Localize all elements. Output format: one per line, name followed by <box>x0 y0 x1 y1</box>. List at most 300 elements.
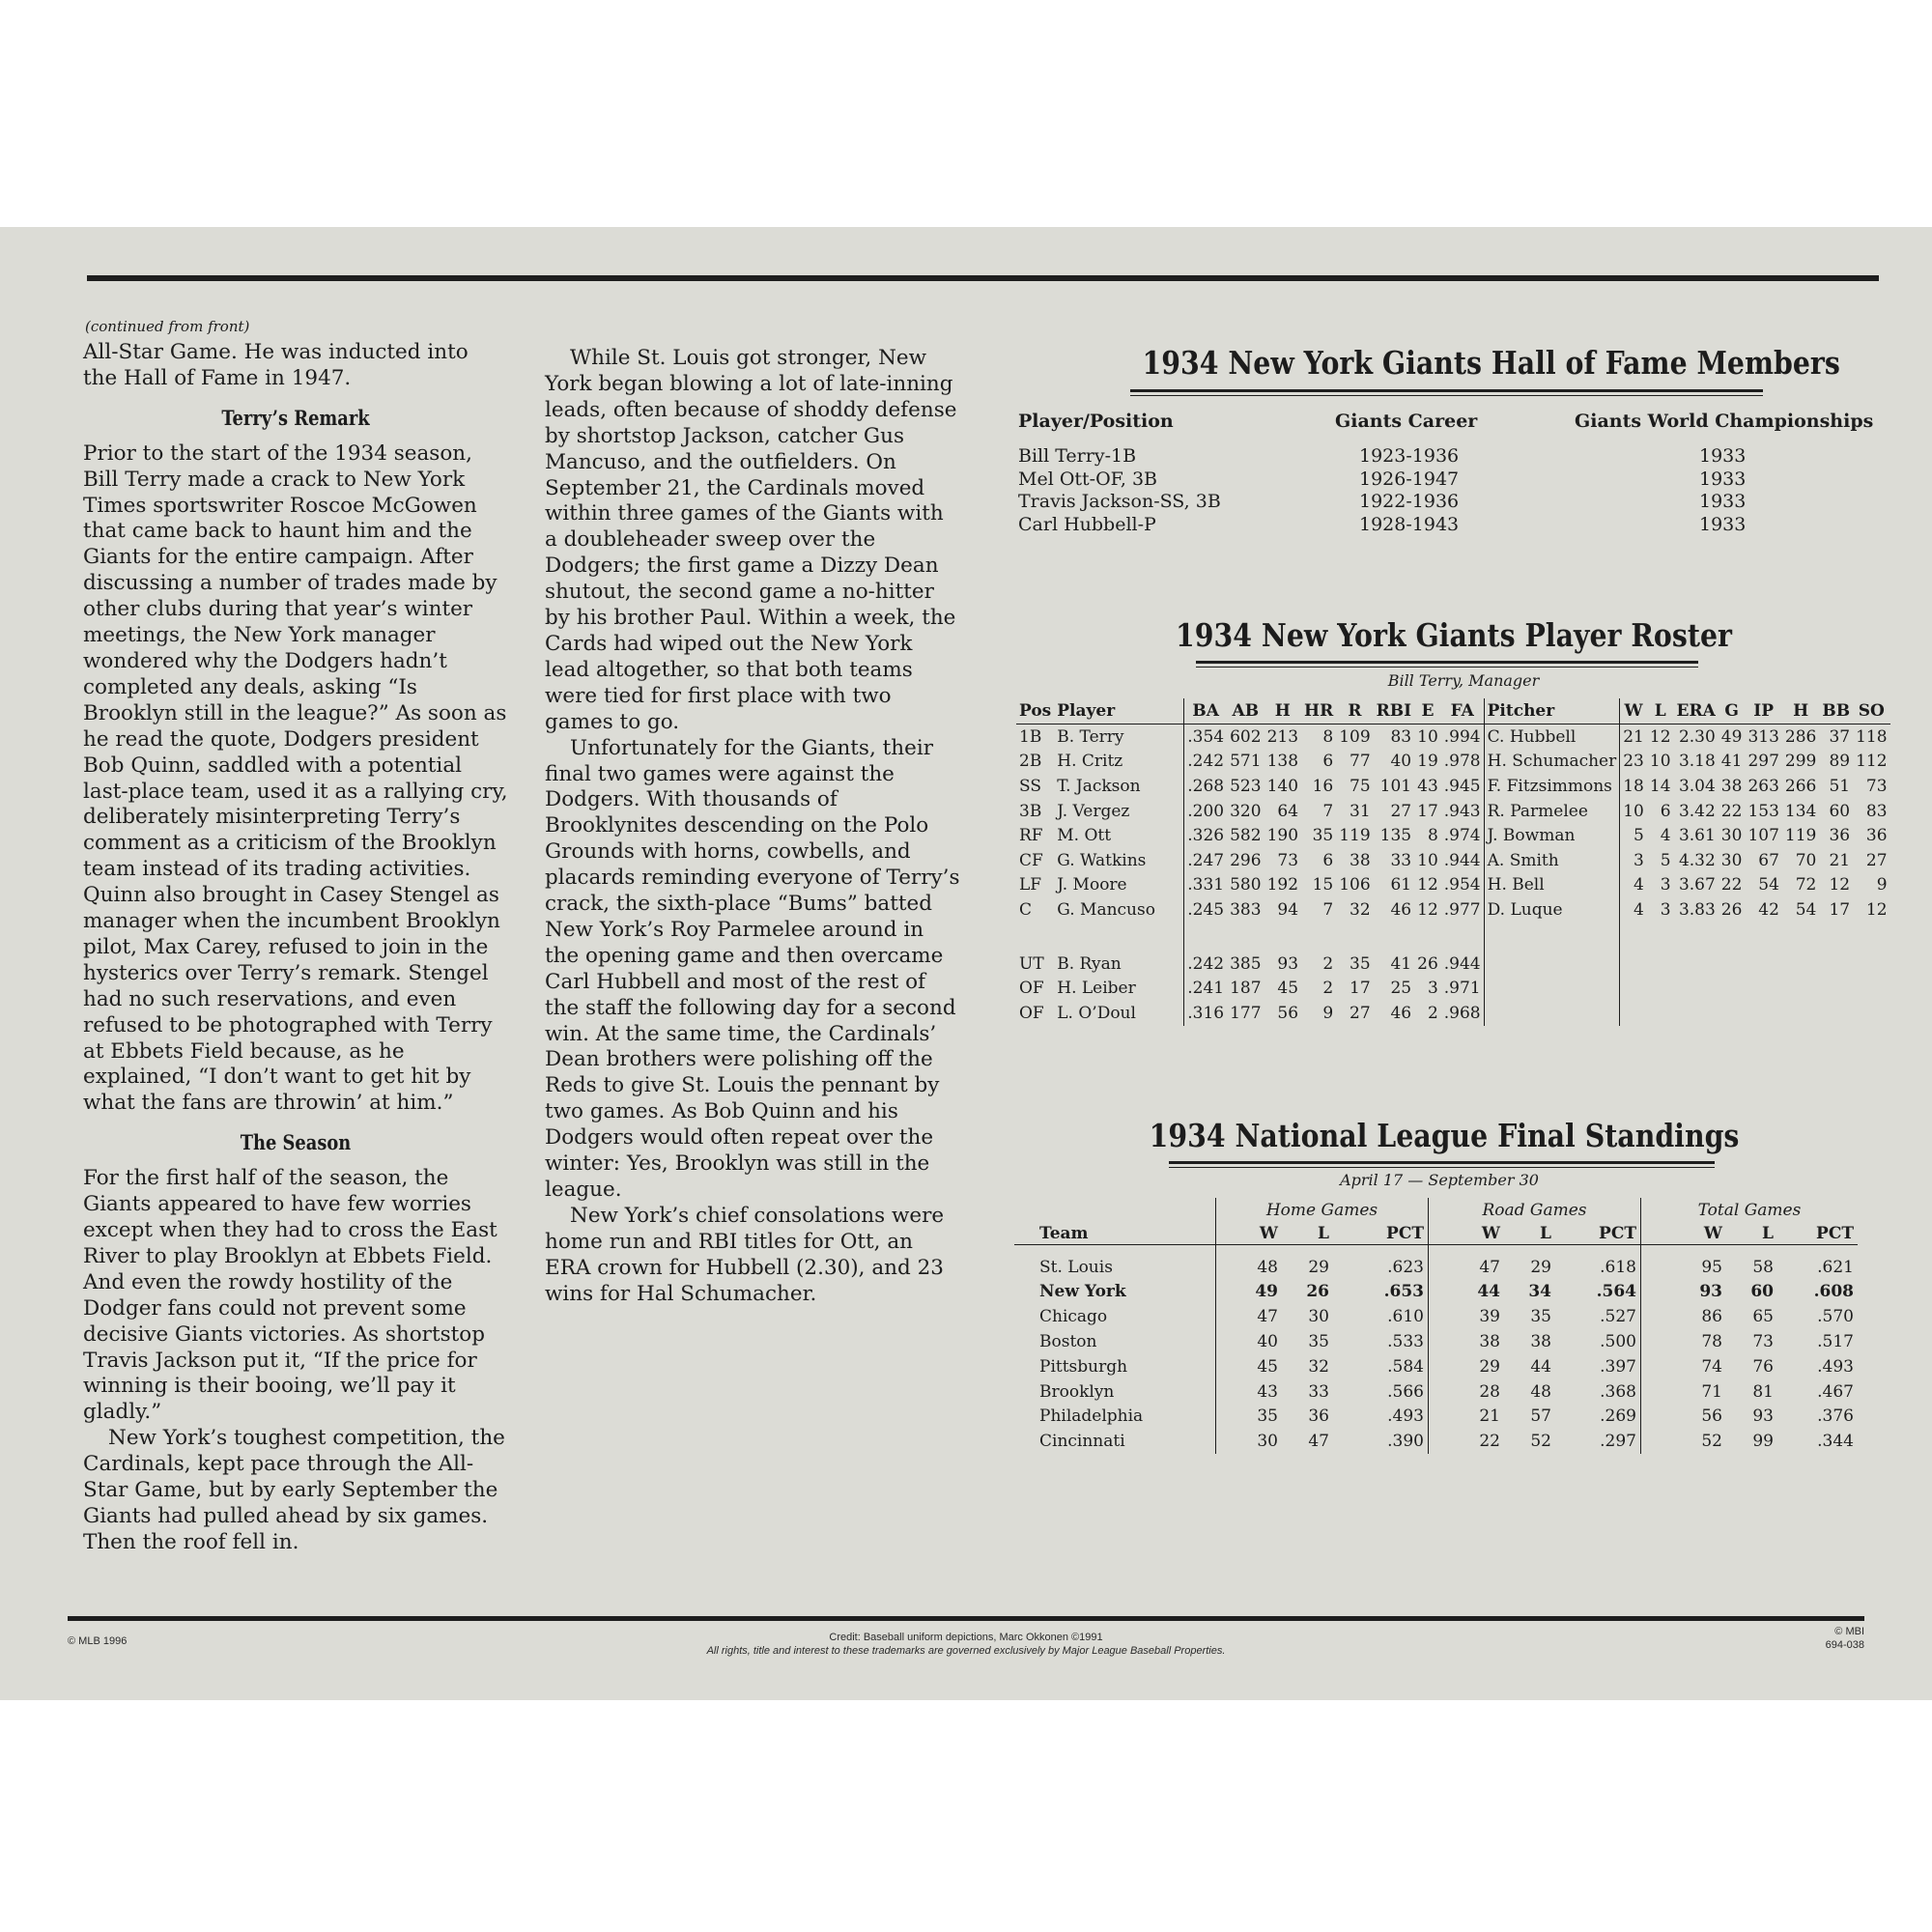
roster-cell: 75 <box>1350 776 1371 796</box>
roster-pitcher-cell: 263 <box>1747 776 1779 796</box>
standings-cell: .610 <box>1387 1307 1424 1327</box>
hof-championship: 1933 <box>1699 445 1747 467</box>
standings-cell: 44 <box>1429 1280 1505 1305</box>
roster-cell: .316 <box>1187 1003 1225 1023</box>
standings-cell: .533 <box>1387 1332 1424 1352</box>
roster-pitcher-cell: 36 <box>1865 826 1888 846</box>
roster-pitcher-cell: 23 <box>1623 752 1644 772</box>
roster-row <box>1016 774 1890 799</box>
roster-pitcher-cell: 3 <box>1634 850 1644 870</box>
standings-cell: .493 <box>1817 1356 1854 1377</box>
standings-cell: 81 <box>1752 1381 1774 1402</box>
standings-cell: 93 <box>1752 1406 1774 1427</box>
standings-header-row <box>1014 1223 1858 1245</box>
roster-cell: 31 <box>1350 801 1371 821</box>
roster-pitcher-cell: 41 <box>1720 752 1743 772</box>
roster-header: Pos <box>1016 698 1054 724</box>
roster-pitcher-cell <box>1853 1001 1889 1026</box>
roster-pitcher-cell <box>1647 952 1674 977</box>
standings-cell: 76 <box>1752 1356 1774 1377</box>
standings-header: L <box>1504 1223 1555 1245</box>
roster-pitcher-cell <box>1719 923 1746 952</box>
roster-cell: C <box>1019 899 1033 920</box>
standings-cell: 60 <box>1750 1282 1774 1302</box>
standings-cell: 93 <box>1641 1280 1727 1305</box>
standings-cell: .570 <box>1817 1307 1854 1327</box>
roster-pitcher-cell: 12 <box>1829 875 1851 895</box>
roster-cell: LF <box>1019 875 1042 895</box>
roster-cell: 27 <box>1390 801 1412 821</box>
roster-pitcher-cell: 6 <box>1660 801 1671 821</box>
standings-cell: 40 <box>1216 1329 1283 1354</box>
roster-pitcher-cell <box>1819 952 1853 977</box>
roster-pitcher-cell: 299 <box>1784 752 1817 772</box>
roster-pitcher-cell: 49 <box>1720 726 1743 747</box>
standings-cell: .344 <box>1817 1432 1854 1452</box>
hof-career: 1928-1943 <box>1359 513 1460 535</box>
standings-cell: .584 <box>1387 1356 1424 1377</box>
roster-cell: 35 <box>1312 826 1334 846</box>
roster-cell: 27 <box>1350 1003 1371 1023</box>
roster-header: Pitcher <box>1484 698 1620 724</box>
roster-pitcher-cell <box>1484 1001 1620 1026</box>
roster-row <box>1016 848 1890 873</box>
standings-cell: 39 <box>1429 1304 1505 1329</box>
roster-pitcher-cell: J. Bowman <box>1484 823 1620 848</box>
standings-header: W <box>1641 1223 1727 1245</box>
standings-cell: 38 <box>1429 1329 1505 1354</box>
roster-cell: 93 <box>1277 953 1299 974</box>
roster-pitcher-cell: 21 <box>1623 726 1644 747</box>
roster-cell: 6 <box>1322 850 1334 870</box>
roster-header: E <box>1414 698 1441 724</box>
roster-pitcher-cell <box>1719 976 1746 1001</box>
roster-row <box>1016 750 1890 775</box>
roster-cell: SS <box>1019 776 1041 796</box>
hof-championship: 1933 <box>1699 491 1747 512</box>
roster-cell: 2 <box>1427 1003 1438 1023</box>
roster-pitcher-cell: 12 <box>1865 899 1888 920</box>
roster-cell: 77 <box>1350 752 1371 772</box>
heading-the-season: The Season <box>240 1130 352 1155</box>
roster-cell: 177 <box>1230 1003 1262 1023</box>
roster-cell: L. O’Doul <box>1054 1001 1184 1026</box>
top-rule <box>87 275 1879 281</box>
roster-header: R <box>1336 698 1373 724</box>
roster-pitcher-cell: 22 <box>1720 801 1743 821</box>
hof-header-championships: Giants World Championships <box>1575 411 1874 432</box>
roster-pitcher-cell: H. Schumacher <box>1484 750 1620 775</box>
standings-cell: .500 <box>1600 1332 1636 1352</box>
roster-cell: G. Watkins <box>1054 848 1184 873</box>
roster-row <box>1016 897 1890 923</box>
standings-cell: 56 <box>1641 1405 1727 1430</box>
standings-cell: 34 <box>1528 1282 1551 1302</box>
roster-cell: 8 <box>1322 726 1334 747</box>
roster-cell <box>1016 923 1054 952</box>
roster-cell: .242 <box>1187 953 1225 974</box>
hof-header-player: Player/Position <box>1018 411 1174 432</box>
roster-cell: 140 <box>1266 776 1299 796</box>
standings-cell: 33 <box>1308 1381 1329 1402</box>
standings-cell: .517 <box>1817 1332 1854 1352</box>
roster-cell: 17 <box>1417 801 1438 821</box>
roster-pitcher-cell <box>1819 976 1853 1001</box>
standings-cell: 26 <box>1306 1282 1329 1302</box>
standings-cell: .390 <box>1387 1432 1424 1452</box>
roster-pitcher-cell: 3 <box>1660 875 1671 895</box>
roster-pitcher-cell <box>1484 976 1620 1001</box>
roster-header: W <box>1620 698 1647 724</box>
roster-cell: .247 <box>1187 850 1225 870</box>
roster-pitcher-cell: F. Fitzsimmons <box>1484 774 1620 799</box>
roster-pitcher-cell: 73 <box>1865 776 1888 796</box>
standings-group-row <box>1014 1198 1858 1223</box>
hof-title: 1934 New York Giants Hall of Fame Members <box>1142 344 1840 382</box>
roster-pitcher-cell: 18 <box>1623 776 1644 796</box>
standings-cell: 71 <box>1641 1379 1727 1405</box>
roster-cell <box>1336 923 1373 952</box>
roster-pitcher-cell: 51 <box>1829 776 1851 796</box>
standings-team: Cincinnati <box>1039 1432 1125 1452</box>
standings-cell: 74 <box>1641 1354 1727 1379</box>
roster-cell: 101 <box>1379 776 1412 796</box>
roster-cell: 106 <box>1339 875 1371 895</box>
roster-pitcher-cell: C. Hubbell <box>1484 724 1620 750</box>
standings-cell: 99 <box>1752 1432 1774 1452</box>
roster-cell <box>1414 923 1441 952</box>
standings-team: Chicago <box>1039 1307 1108 1327</box>
roster-cell <box>1301 923 1336 952</box>
roster-cell: 61 <box>1390 875 1412 895</box>
roster-pitcher-cell: 4 <box>1634 899 1644 920</box>
standings-team: New York <box>1039 1282 1126 1302</box>
roster-header: RBI <box>1374 698 1414 724</box>
standings-header: L <box>1282 1223 1333 1245</box>
roster-title-rule <box>1196 661 1698 664</box>
roster-pitcher-cell <box>1819 923 1853 952</box>
roster-cell: 2B <box>1019 752 1042 772</box>
roster-cell: 1B <box>1019 726 1042 747</box>
roster-header: IP <box>1745 698 1781 724</box>
middle-column <box>545 346 962 1308</box>
hof-career: 1923-1936 <box>1359 445 1460 467</box>
roster-row <box>1016 799 1890 824</box>
standings-cell: 86 <box>1641 1304 1727 1329</box>
roster-pitcher-cell: 5 <box>1660 850 1671 870</box>
roster-pitcher-cell: 17 <box>1829 899 1851 920</box>
roster-cell: .241 <box>1187 979 1225 999</box>
standings-cell: 38 <box>1530 1332 1551 1352</box>
roster-pitcher-cell: 4 <box>1660 826 1671 846</box>
roster-cell: 190 <box>1266 826 1299 846</box>
middle-paragraph-3: New York’s chief consolations were home run and RBI titles for Ott, an ERA crown for Hubbell (2.30), and 23 wins for Hal Schumacher. <box>545 1203 945 1306</box>
roster-pitcher-cell: 72 <box>1795 875 1817 895</box>
standings-cell: 52 <box>1530 1432 1551 1452</box>
standings-header: PCT <box>1555 1223 1641 1245</box>
roster-cell: 109 <box>1339 726 1371 747</box>
roster-pitcher-cell <box>1745 952 1781 977</box>
standings-cell: .269 <box>1600 1406 1636 1427</box>
roster-pitcher-cell <box>1674 1001 1719 1026</box>
roster-pitcher-cell: 89 <box>1829 752 1851 772</box>
roster-cell: OF <box>1019 1003 1044 1023</box>
roster-pitcher-cell <box>1853 976 1889 1001</box>
standings-team: Boston <box>1039 1332 1097 1352</box>
roster-pitcher-cell <box>1782 976 1819 1001</box>
footer-rights: All rights, title and interest to these trademarks are governed exclusively by Major League Baseball Properties. <box>706 1645 1226 1657</box>
standings-cell: 73 <box>1752 1332 1774 1352</box>
roster-cell <box>1441 923 1484 952</box>
roster-pitcher-cell: 4 <box>1634 875 1644 895</box>
roster-pitcher-cell <box>1484 923 1620 952</box>
standings-cell: 45 <box>1216 1354 1283 1379</box>
roster-pitcher-cell: 37 <box>1829 726 1851 747</box>
standings-group-home: Home Games <box>1216 1198 1429 1223</box>
standings-cell: 30 <box>1216 1429 1283 1454</box>
hof-player: Carl Hubbell-P <box>1018 513 1156 535</box>
roster-pitcher-cell: 54 <box>1795 899 1817 920</box>
roster-cell: 3 <box>1427 979 1438 999</box>
roster-pitcher-cell <box>1674 976 1719 1001</box>
roster-cell: 56 <box>1277 1003 1299 1023</box>
roster-title: 1934 New York Giants Player Roster <box>1176 616 1732 654</box>
roster-cell: 582 <box>1230 826 1262 846</box>
roster-cell: 41 <box>1390 953 1412 974</box>
standings-cell: .368 <box>1600 1381 1636 1402</box>
roster-pitcher-cell <box>1819 1001 1853 1026</box>
roster-cell: 602 <box>1230 726 1262 747</box>
standings-title-rule-thin <box>1169 1167 1715 1168</box>
roster-pitcher-cell: 54 <box>1758 875 1779 895</box>
roster-title-rule-thin <box>1196 667 1698 668</box>
roster-cell: .954 <box>1441 873 1484 898</box>
standings-cell: 35 <box>1308 1332 1329 1352</box>
roster-cell: OF <box>1019 979 1044 999</box>
standings-cell: 36 <box>1308 1406 1329 1427</box>
standings-title-rule <box>1169 1161 1715 1164</box>
roster-row <box>1016 923 1890 952</box>
roster-pitcher-cell <box>1745 1001 1781 1026</box>
standings-team: Philadelphia <box>1039 1406 1144 1427</box>
roster-header: FA <box>1441 698 1484 724</box>
standings-cell: .564 <box>1596 1282 1636 1302</box>
standings-header-team: Team <box>1014 1223 1216 1245</box>
roster-pitcher-cell <box>1620 976 1647 1001</box>
standings-title: 1934 National League Final Standings <box>1149 1117 1740 1154</box>
roster-cell: 43 <box>1417 776 1438 796</box>
standings-cell: 47 <box>1216 1304 1283 1329</box>
season-paragraph-2: New York’s toughest competition, the Cardinals, kept pace through the All-Star Game, but by early September the Giants had pulled ahead by six games. Then the roof fell in. <box>83 1426 505 1554</box>
standings-cell: 49 <box>1216 1280 1283 1305</box>
roster-pitcher-cell <box>1647 1001 1674 1026</box>
standings-cell: .493 <box>1387 1406 1424 1427</box>
roster-cell: 2 <box>1322 953 1334 974</box>
roster-pitcher-cell <box>1782 952 1819 977</box>
standings-cell: 47 <box>1429 1244 1505 1279</box>
roster-cell: 94 <box>1277 899 1299 920</box>
hof-championship: 1933 <box>1699 468 1747 490</box>
hof-career: 1926-1947 <box>1359 468 1460 490</box>
standings-cell: .608 <box>1813 1282 1854 1302</box>
roster-pitcher-cell: 70 <box>1795 850 1817 870</box>
roster-cell: M. Ott <box>1054 823 1184 848</box>
hof-player: Travis Jackson-SS, 3B <box>1018 491 1221 512</box>
standings-header: PCT <box>1333 1223 1429 1245</box>
roster-pitcher-cell: 3.04 <box>1678 776 1716 796</box>
roster-cell: 571 <box>1230 752 1262 772</box>
hof-player: Mel Ott-OF, 3B <box>1018 468 1158 490</box>
roster-pitcher-cell: 112 <box>1856 752 1888 772</box>
roster-pitcher-cell <box>1484 952 1620 977</box>
roster-cell: .943 <box>1441 799 1484 824</box>
standings-cell: 21 <box>1429 1405 1505 1430</box>
roster-pitcher-cell: 119 <box>1784 826 1817 846</box>
roster-pitcher-cell: 3.18 <box>1678 752 1716 772</box>
roster-cell: 73 <box>1277 850 1299 870</box>
roster-cell <box>1227 923 1264 952</box>
roster-cell: 6 <box>1322 752 1334 772</box>
roster-pitcher-cell: 4.32 <box>1678 850 1716 870</box>
standings-header: W <box>1216 1223 1283 1245</box>
roster-cell: 12 <box>1417 899 1438 920</box>
roster-cell: 26 <box>1417 953 1438 974</box>
roster-pitcher-cell: 26 <box>1720 899 1743 920</box>
roster-cell: .331 <box>1187 875 1225 895</box>
footer-catalog-number: 694-038 <box>1825 1639 1864 1651</box>
roster-cell: 19 <box>1417 752 1438 772</box>
standings-cell: .621 <box>1817 1257 1854 1277</box>
roster-pitcher-cell: 9 <box>1876 875 1888 895</box>
roster-cell: .354 <box>1187 726 1225 747</box>
roster-body <box>1016 724 1890 1026</box>
roster-cell: 17 <box>1350 979 1371 999</box>
roster-pitcher-cell: 10 <box>1623 801 1644 821</box>
roster-cell: .245 <box>1187 899 1225 920</box>
roster-pitcher-cell: 134 <box>1784 801 1817 821</box>
hof-championship: 1933 <box>1699 513 1747 535</box>
roster-pitcher-cell: 153 <box>1747 801 1779 821</box>
roster-cell: 138 <box>1266 752 1299 772</box>
roster-cell: 8 <box>1427 826 1438 846</box>
roster-cell: 10 <box>1417 850 1438 870</box>
standings-cell: 52 <box>1641 1429 1727 1454</box>
standings-cell: 35 <box>1530 1307 1551 1327</box>
roster-pitcher-cell <box>1719 1001 1746 1026</box>
hof-career: 1922-1936 <box>1359 491 1460 512</box>
roster-pitcher-cell <box>1620 1001 1647 1026</box>
roster-pitcher-cell: 286 <box>1784 726 1817 747</box>
roster-cell: 192 <box>1266 875 1299 895</box>
roster-pitcher-cell: 266 <box>1784 776 1817 796</box>
roster-cell: 7 <box>1322 801 1334 821</box>
roster-cell: .974 <box>1441 823 1484 848</box>
roster-cell: B. Ryan <box>1054 952 1184 977</box>
standings-cell: 28 <box>1429 1379 1505 1405</box>
roster-cell: 523 <box>1230 776 1262 796</box>
roster-header: AB <box>1227 698 1264 724</box>
standings-cell: 29 <box>1429 1354 1505 1379</box>
standings-cell: .297 <box>1600 1432 1636 1452</box>
roster-cell: 580 <box>1230 875 1262 895</box>
standings-header: PCT <box>1777 1223 1858 1245</box>
roster-pitcher-cell: 22 <box>1720 875 1743 895</box>
roster-pitcher-cell: 30 <box>1720 850 1743 870</box>
roster-pitcher-cell <box>1782 923 1819 952</box>
roster-pitcher-cell <box>1745 976 1781 1001</box>
roster-cell: 320 <box>1230 801 1262 821</box>
roster-cell <box>1054 923 1184 952</box>
standings-cell: 44 <box>1530 1356 1551 1377</box>
standings-cell: 22 <box>1429 1429 1505 1454</box>
roster-header: HR <box>1301 698 1336 724</box>
standings-cell: 48 <box>1216 1244 1283 1279</box>
roster-header: BB <box>1819 698 1853 724</box>
hof-title-rule-thin <box>1130 395 1763 396</box>
standings-cell: 35 <box>1216 1405 1283 1430</box>
standings-cell: 47 <box>1308 1432 1329 1452</box>
roster-pitcher-cell: 83 <box>1865 801 1888 821</box>
roster-pitcher-cell: 118 <box>1856 726 1888 747</box>
standings-cell: .376 <box>1817 1406 1854 1427</box>
standings-date-range: April 17 — September 30 <box>1340 1171 1539 1189</box>
middle-paragraph-2: Unfortunately for the Giants, their final two games were against the Dodgers. With thousands of Brooklynites descending on the Polo Grounds with horns, cowbells, and placards reminding everyone of Terry’s crack, the sixth-place “Bums” batted New York’s Roy Parmelee around in the opening game and then overcame Carl Hubbell and most of the rest of the staff the following day for a second win. At the same time, the Cardinals’ Dean brothers were polishing off the Reds to give St. Louis the pennant by two games. As Bob Quinn and his Dodgers would often repeat over the winter: Yes, Brooklyn was still in the league. <box>545 735 960 1202</box>
roster-cell: 9 <box>1322 1003 1334 1023</box>
roster-cell: J. Vergez <box>1054 799 1184 824</box>
standings-cell: 32 <box>1308 1356 1329 1377</box>
roster-header: L <box>1647 698 1674 724</box>
roster-pitcher-cell: 42 <box>1758 899 1779 920</box>
roster-row <box>1016 1001 1890 1026</box>
standings-header: L <box>1726 1223 1777 1245</box>
roster-header: BA <box>1184 698 1227 724</box>
roster-pitcher-cell: 2.30 <box>1678 726 1716 747</box>
roster-cell <box>1184 923 1227 952</box>
standings-cell: .397 <box>1600 1356 1636 1377</box>
roster-cell: 187 <box>1230 979 1262 999</box>
roster-cell: 3B <box>1019 801 1042 821</box>
roster-cell <box>1374 923 1414 952</box>
roster-pitcher-cell: 3.83 <box>1678 899 1716 920</box>
roster-cell: .268 <box>1187 776 1225 796</box>
roster-cell: 385 <box>1230 953 1262 974</box>
standings-cell: .467 <box>1817 1381 1854 1402</box>
roster-cell: G. Mancuso <box>1054 897 1184 923</box>
roster-manager: Bill Terry, Manager <box>1387 671 1540 690</box>
standings-cell: .618 <box>1600 1257 1636 1277</box>
roster-header: ERA <box>1674 698 1719 724</box>
roster-pitcher-cell: 10 <box>1649 752 1671 772</box>
roster-cell: .994 <box>1441 724 1484 750</box>
middle-paragraph-1: While St. Louis got stronger, New York began blowing a lot of late-inning leads, often because of shoddy defense by shortstop Jackson, catcher Gus Mancuso, and the outfielders. On September 21, the Cardinals moved within three games of the Giants with a doubleheader sweep over the Dodgers; the first game a Dizzy Dean shutout, the second game a no-hitter by his brother Paul. Within a week, the Cards had wiped out the New York lead altogether, so that both teams were tied for first place with two games to go. <box>545 346 957 734</box>
roster-cell: .944 <box>1441 848 1484 873</box>
roster-header: H <box>1264 698 1301 724</box>
roster-cell: 64 <box>1277 801 1299 821</box>
standings-cell: .566 <box>1387 1381 1424 1402</box>
roster-row <box>1016 823 1890 848</box>
roster-cell: 2 <box>1322 979 1334 999</box>
roster-cell: .200 <box>1187 801 1225 821</box>
roster-cell: 45 <box>1277 979 1299 999</box>
standings-header: W <box>1429 1223 1505 1245</box>
standings-cell: .527 <box>1600 1307 1636 1327</box>
heading-terrys-remark: Terry’s Remark <box>221 405 370 430</box>
roster-cell: 33 <box>1390 850 1412 870</box>
roster-pitcher-cell: 5 <box>1634 826 1644 846</box>
roster-header: G <box>1719 698 1746 724</box>
standings-team: Brooklyn <box>1039 1381 1115 1402</box>
roster-pitcher-cell: 12 <box>1649 726 1671 747</box>
